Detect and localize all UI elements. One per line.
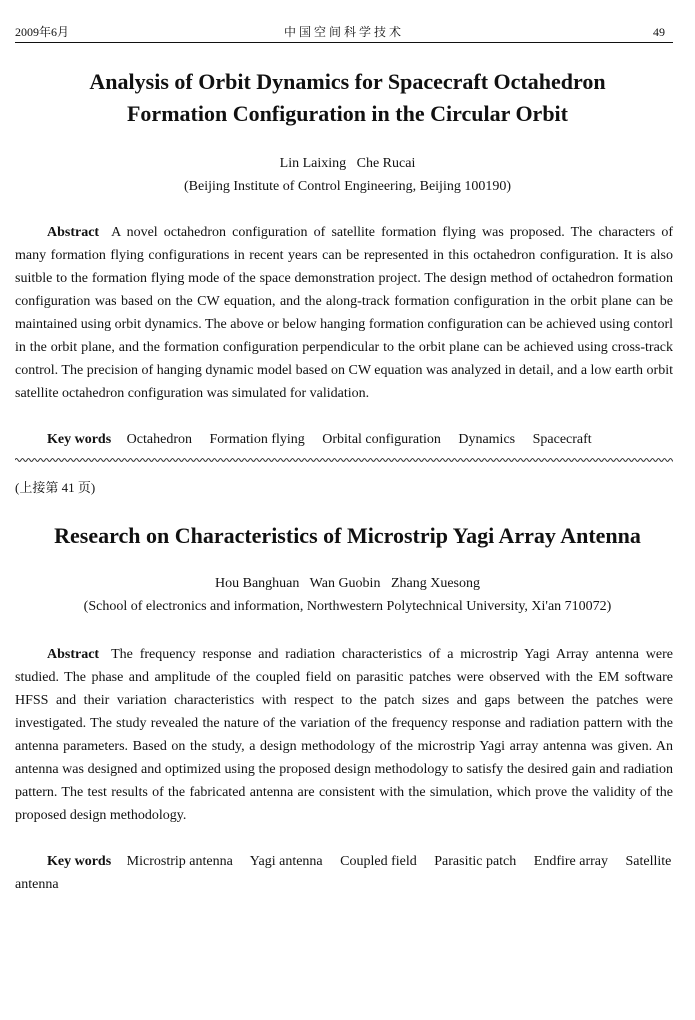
paper2-title: Research on Characteristics of Microstrip Yagi Array Antenna: [54, 523, 641, 548]
paper1-keyword: Spacecraft: [532, 432, 592, 447]
paper1-keyword: Octahedron: [126, 432, 192, 447]
paper2-abstract-label: Abstract: [47, 647, 100, 662]
paper1-keywords: [15, 428, 673, 451]
paper2-affiliation: (School of electronics and information, Northwestern Polytechnical University, Xi'an 710072): [83, 599, 612, 614]
journal-name: 中国空间科学技术: [283, 25, 404, 39]
issue-date: 2009年6月: [15, 25, 70, 39]
paper2-keyword: Endfire array: [533, 854, 609, 869]
paper2-keyword: Parasitic patch: [434, 854, 517, 869]
paper1-abstract: [15, 221, 673, 405]
wavy-divider: [15, 456, 673, 464]
running-header: [15, 22, 673, 43]
paper2-keywords-label: Key words: [47, 854, 112, 869]
continued-from-note: (上接第 41 页): [15, 480, 96, 495]
paper1-keywords-label: Key words: [47, 432, 112, 447]
paper1-title-line1: Analysis of Orbit Dynamics for Spacecraft Octahedron: [89, 69, 606, 94]
paper2-authors: Hou Banghuan Wan Guobin Zhang Xuesong: [215, 576, 480, 591]
paper1-title-line2: Formation Configuration in the Circular Orbit: [126, 101, 568, 126]
paper2-keyword: Yagi antenna: [249, 854, 323, 869]
paper1-abstract-text: A novel octahedron configuration of satellite formation flying was proposed. The characters of many formation flying configurations in recent years can be represented in this octahedron configuration. It is also suitble to the formation flying mode of the space demonstration project. The design method of octahedron formation configuration was based on the CW equation, and the along-track formation configuration in the orbit plane can be maintained using orbit dynamics. The above or below hanging formation configuration can be achieved using contorl in the orbit plane, and the formation configuration perpendicular to the orbit plane can be achieved using cross-track control. The precision of hanging dynamic model based on CW equation was analyzed in detail, and a low earth orbit satellite octahedron configuration was simulated for validation.: [15, 225, 673, 401]
paper2-keyword: Microstrip antenna: [126, 854, 233, 869]
paper2-keywords: [15, 850, 673, 896]
paper2-abstract: [15, 643, 673, 827]
paper1-keyword: Orbital configuration: [322, 432, 441, 447]
paper1-keyword: Formation flying: [209, 432, 305, 447]
paper1-affiliation: (Beijing Institute of Control Engineering, Beijing 100190): [183, 179, 511, 194]
paper1-keyword: Dynamics: [458, 432, 516, 447]
paper1-abstract-label: Abstract: [47, 225, 100, 240]
paper2-abstract-text: The frequency response and radiation characteristics of a microstrip Yagi Array antenna were studied. The phase and amplitude of the coupled field on parasitic patches were observed with the EM software HFSS and their variation characteristics with respect to the patch sizes and gaps between the patches were investigated. The study revealed the nature of the variation of the frequency response and radiation pattern with the antenna parameters. Based on the study, a design methodology of the microstrip Yagi array antenna was given. An antenna was designed and optimized using the proposed design methodology to satisfy the desired gain and radiation pattern. The test results of the fabricated antenna are consistent with the simulation, which prove the validity of the proposed design methodology.: [15, 647, 673, 823]
page-number: 49: [653, 25, 665, 39]
paper1-authors: Lin Laixing Che Rucai: [279, 156, 416, 171]
paper2-keyword: Coupled field: [340, 854, 417, 869]
paper2-keyword: Satellite antenna: [15, 854, 672, 892]
